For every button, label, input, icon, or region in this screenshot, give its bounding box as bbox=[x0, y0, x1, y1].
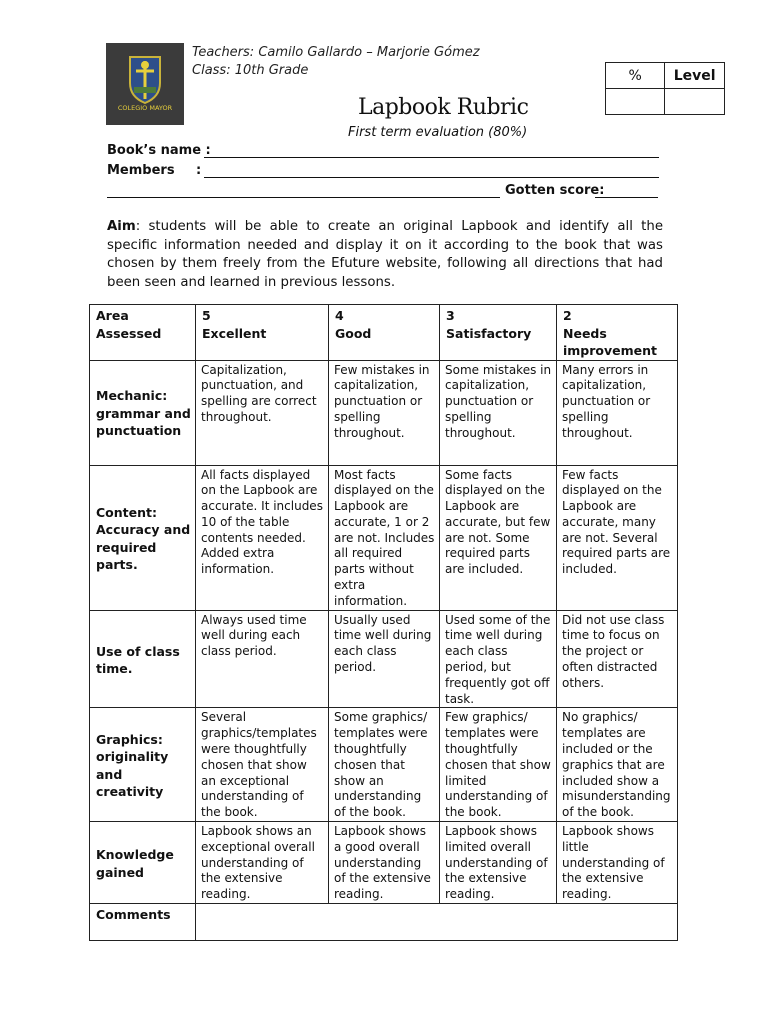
cell-graphics-needs-improvement: No graphics/ templates are included or the graphics that are included show a misunderstanding of the book. bbox=[557, 708, 678, 822]
header-area-line2: Assessed bbox=[96, 325, 162, 341]
area-class-time: Use of class time. bbox=[90, 610, 196, 708]
score-box bbox=[605, 62, 725, 115]
teachers-line: Teachers: Camilo Gallardo – Marjorie Gómez bbox=[192, 45, 480, 60]
header-excellent bbox=[196, 305, 329, 361]
comments-label: Comments bbox=[90, 904, 196, 941]
cell-graphics-good: Some graphics/ templates were thoughtfully chosen that show an understanding of the book. bbox=[329, 708, 440, 822]
cell-knowledge-excellent: Lapbook shows an exceptional overall understanding of the extensive reading. bbox=[196, 822, 329, 904]
members-label: Members bbox=[107, 163, 175, 178]
rubric-row-mechanic bbox=[90, 360, 678, 465]
school-crest-icon bbox=[106, 43, 184, 125]
rubric-row-content bbox=[90, 465, 678, 610]
level-label: Level bbox=[665, 63, 725, 89]
header-label-excellent: Excellent bbox=[202, 325, 267, 341]
rubric-table bbox=[89, 304, 678, 941]
area-mechanic: Mechanic: grammar and punctuation bbox=[90, 360, 196, 465]
cell-class-time-satisfactory: Used some of the time well during each class period, but frequently got off task. bbox=[440, 610, 557, 708]
members-line[interactable] bbox=[204, 164, 659, 178]
cell-class-time-good: Usually used time well during each class period. bbox=[329, 610, 440, 708]
rubric-row-knowledge bbox=[90, 822, 678, 904]
book-name-label: Book’s name : bbox=[107, 143, 211, 158]
gotten-score-line[interactable] bbox=[595, 184, 658, 198]
header-label-good: Good bbox=[335, 325, 372, 341]
cell-knowledge-needs-improvement: Lapbook shows little understanding of the extensive reading. bbox=[557, 822, 678, 904]
cell-mechanic-needs-improvement: Many errors in capitalization, punctuation or spelling throughout. bbox=[557, 360, 678, 465]
page-subtitle: First term evaluation (80%) bbox=[348, 125, 528, 140]
cell-mechanic-good: Few mistakes in capitalization, punctuation or spelling throughout. bbox=[329, 360, 440, 465]
members-colon: : bbox=[196, 163, 202, 178]
area-graphics: Graphics: originality and creativity bbox=[90, 708, 196, 822]
school-logo bbox=[106, 43, 184, 125]
header-needs-improvement bbox=[557, 305, 678, 361]
header-score-2: 2 bbox=[563, 308, 572, 323]
aim-label: Aim bbox=[107, 219, 136, 234]
level-value-cell[interactable] bbox=[665, 89, 725, 115]
logo-text: COLEGIO MAYOR bbox=[117, 104, 173, 112]
cell-content-satisfactory: Some facts displayed on the Lapbook are accurate, but few are not. Some required parts are included. bbox=[440, 465, 557, 610]
percent-label: % bbox=[606, 63, 665, 89]
cell-knowledge-satisfactory: Lapbook shows limited overall understanding of the extensive reading. bbox=[440, 822, 557, 904]
percent-value-cell[interactable] bbox=[606, 89, 665, 115]
cell-class-time-excellent: Always used time well during each class period. bbox=[196, 610, 329, 708]
header-label-needs-improvement: Needs improvement bbox=[563, 325, 658, 358]
page-title: Lapbook Rubric bbox=[358, 95, 529, 120]
header-area-line1: Area bbox=[96, 308, 129, 323]
header-good bbox=[329, 305, 440, 361]
aim-paragraph bbox=[107, 218, 663, 292]
class-line: Class: 10th Grade bbox=[192, 63, 309, 78]
cell-content-excellent: All facts displayed on the Lapbook are accurate. It includes 10 of the table contents needed. Added extra information. bbox=[196, 465, 329, 610]
members-line-2[interactable] bbox=[107, 184, 500, 198]
cell-content-good: Most facts displayed on the Lapbook are accurate, 1 or 2 are not. Includes all required parts without extra information. bbox=[329, 465, 440, 610]
rubric-row-class-time bbox=[90, 610, 678, 708]
rubric-row-comments bbox=[90, 904, 678, 941]
rubric-row-graphics bbox=[90, 708, 678, 822]
cell-graphics-satisfactory: Few graphics/ templates were thoughtfully chosen that show limited understanding of the book. bbox=[440, 708, 557, 822]
cell-graphics-excellent: Several graphics/templates were thoughtfully chosen that show an exceptional understanding of the book. bbox=[196, 708, 329, 822]
cell-content-needs-improvement: Few facts displayed on the Lapbook are accurate, many are not. Several required parts are included. bbox=[557, 465, 678, 610]
aim-text: : students will be able to create an original Lapbook and identify all the specific information needed and display it on it according to the book that was chosen by them freely from the Efuture website, following all directions that had been seen and learned in previous lessons. bbox=[107, 219, 663, 290]
area-knowledge: Knowledge gained bbox=[90, 822, 196, 904]
area-content: Content: Accuracy and required parts. bbox=[90, 465, 196, 610]
book-name-line[interactable] bbox=[204, 144, 659, 158]
header-score-4: 4 bbox=[335, 308, 344, 323]
comments-cell[interactable] bbox=[196, 904, 678, 941]
rubric-header-row bbox=[90, 305, 678, 361]
cell-class-time-needs-improvement: Did not use class time to focus on the project or often distracted others. bbox=[557, 610, 678, 708]
cell-mechanic-satisfactory: Some mistakes in capitalization, punctuation or spelling throughout. bbox=[440, 360, 557, 465]
gotten-score-label: Gotten score: bbox=[505, 183, 605, 198]
header-score-5: 5 bbox=[202, 308, 211, 323]
cell-knowledge-good: Lapbook shows a good overall understanding of the extensive reading. bbox=[329, 822, 440, 904]
header-score-3: 3 bbox=[446, 308, 455, 323]
header-label-satisfactory: Satisfactory bbox=[446, 325, 532, 341]
header-satisfactory bbox=[440, 305, 557, 361]
header-area-assessed bbox=[90, 305, 196, 361]
cell-mechanic-excellent: Capitalization, punctuation, and spelling are correct throughout. bbox=[196, 360, 329, 465]
